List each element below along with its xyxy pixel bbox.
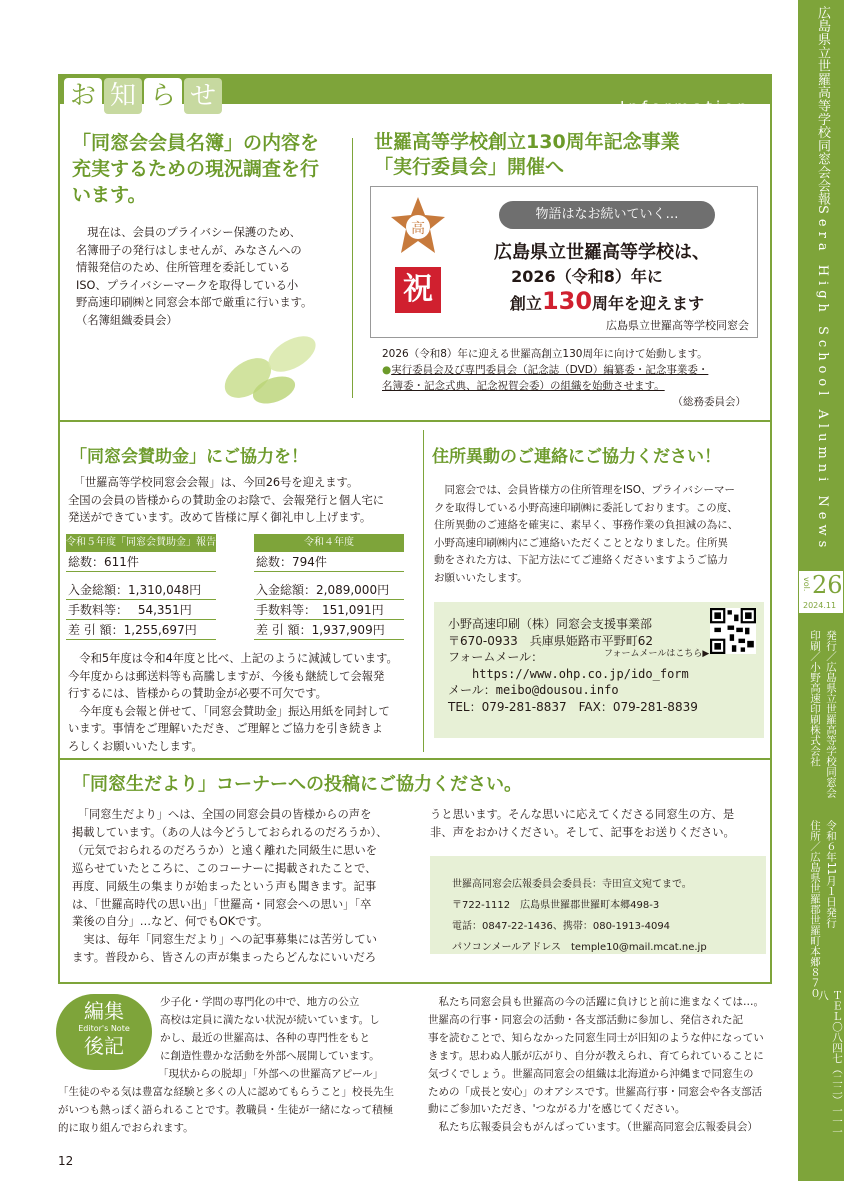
newsletter-title-en: Sera High School Alumni News (815, 205, 830, 553)
column-divider (423, 430, 424, 752)
body-line: 実は、毎年「同窓生だより」への記事募集には苦労してい (72, 933, 378, 947)
body-line: クを取得している小野高速印刷㈱に委託しております。この度、 (434, 501, 738, 514)
corner-body-left (72, 806, 408, 967)
body-line: 動にご参加いただき、'つながる力'を感じてください。 (428, 1103, 686, 1116)
banner-text: 創立 (509, 294, 542, 313)
report-row: 差 引 額：1,255,697円 (66, 620, 216, 640)
volume-label: vol. (802, 577, 811, 592)
banner-line: 広島県立世羅高等学校は、 (494, 242, 710, 263)
body-line (382, 362, 772, 378)
body-line: かし、最近の世羅高は、各种の専門性をもと (160, 1031, 370, 1044)
qr-label: フォームメールはこちら▶ (604, 649, 710, 659)
body-line: 名簿委・記念式典、記念祝賀会委）の組織を始動させます。 (382, 380, 665, 392)
column-divider (352, 138, 353, 398)
editors-note-badge (56, 994, 152, 1070)
body-line: ISO、プライバシーマークを取得している小 (76, 278, 299, 292)
badge-text: 後記 (84, 1034, 124, 1058)
body-line: 今年度も会報と併せて、「同窓会賛助金」振込用紙を同封して (68, 704, 390, 718)
body-line: 全国の会員の皆様からの賛助金のお陰で、会報発行と個人宅に (68, 493, 385, 507)
article1-title (72, 130, 342, 208)
banner-signature: 広島県立世羅高等学校同窓会 (606, 319, 749, 332)
badge-text-en: Editor's Note (78, 1024, 130, 1033)
corner-body-right (430, 806, 766, 842)
body-line: 動をされた方は、下記方法にてご連絡くださいますようご協力 (434, 554, 728, 566)
anniversary-banner (370, 186, 758, 338)
body-line: 私たち広報委員会もがんばっています。（世羅高同窓会広報委員会） (428, 1121, 758, 1134)
editors-note-text (160, 994, 410, 1066)
body-line: （元気でおられるのだろうか）と遠く離れた同級生に思いを (72, 843, 378, 857)
contact-line: TEL：079-281-8837 FAX：079-281-8839 (448, 699, 698, 714)
body-line: 気づくでしょう。世羅高同窓会の組織は北海道から沖縄まで同窓生の (428, 1067, 754, 1080)
body-text: 実行委員会及び専門委員会（記念誌（DVD）編纂委・記念事業委・ (391, 364, 709, 376)
body-line: （総務委員会） (672, 396, 746, 408)
report-header: 令和５年度「同窓会賛助金」報告 (66, 534, 216, 552)
body-line: 「現状からの脱却」「外部への世羅高アピール」 (158, 1068, 384, 1080)
body-line: 掲載しています。（あの人は今どうしておられるのだろうか）、 (72, 825, 388, 839)
body-line: 世羅高の行事・同窓会の活動・各支部活動に参加し、発信された記 (428, 1013, 743, 1026)
contact-line: フォームメール： (448, 650, 544, 665)
body-line: は、「世羅高時代の思い出」「世羅高・同窓会への思い」「卒 (72, 897, 372, 911)
report-header: 令和４年度 (254, 534, 404, 552)
banner-line (457, 287, 757, 318)
title-line: 「実行委員会」開催へ (374, 156, 565, 178)
article1-body (76, 224, 344, 329)
printer-line: 印刷／小野高速印刷株式会社 (809, 630, 821, 767)
qr-code-icon[interactable] (710, 608, 756, 654)
body-line: 業後の自分」…など、何でもOKです。 (72, 915, 269, 929)
body-line: 「生徒のやる気は豊富な経験と多くの人に認めてもらうこと」校長先生 (58, 1085, 394, 1098)
page-number: 12 (58, 1154, 74, 1168)
body-line: お願いいたします。 (434, 571, 528, 584)
email-link[interactable]: メール：meibo@dousou.info (448, 683, 619, 698)
crest-letter: 高 (411, 221, 425, 237)
tagline-pill: 物語はなお続いていく… (499, 201, 715, 229)
address-change-title: 住所異動のご連絡にご協力ください！ (432, 447, 721, 467)
report-row: 入金総額：1,310,048円 (66, 580, 216, 600)
contact-box (434, 602, 764, 738)
banner-line: 2026（令和8）年に (511, 267, 663, 286)
body-line: ろしくお願いいたします。 (68, 739, 203, 753)
oshirase-heading (64, 78, 222, 114)
title-line: 世羅高等学校創立130周年記念事業 (374, 131, 680, 153)
body-line: 再度、同級生の集まりが始まったという声も聞きます。記事 (72, 879, 377, 893)
body-line: がいつも熱っぽく語られることです。教職員・生徒が一緒になって積極 (58, 1103, 394, 1116)
body-line: 「世羅高等学校同窓会会報」は、今回26号を迎えます。 (68, 476, 359, 489)
publisher-info (798, 620, 844, 1140)
school-crest-icon (389, 195, 447, 259)
volume-badge (798, 570, 844, 614)
body-line: に創造性豊かな活動を外部へ展開しています。 (160, 1049, 380, 1062)
body-line: 巡らせていたところに、このコーナーに掲載されたことで、 (72, 861, 377, 875)
heading-char: せ (184, 78, 222, 114)
body-line: 発送ができています。改めて皆様に厚く御礼申し上げます。 (68, 511, 372, 524)
banner-text: 周年を迎えます (592, 294, 705, 313)
body-line: 情報発信のため、住所管理を委託している (76, 261, 291, 274)
body-line: 現在は、会員のプライバシー保護のため、 (76, 226, 301, 239)
article2-title (374, 130, 754, 180)
body-line: 高校は定員に満たない状況が続いています。し (160, 1013, 380, 1026)
report-row: 入金総額：2,089,000円 (254, 580, 404, 600)
body-line: 事を読むことで、知らなかった同窓生同士が旧知のような仲になってい (428, 1031, 764, 1044)
volume-number: 26 (812, 571, 843, 599)
report-row: 差 引 額：1,937,909円 (254, 620, 404, 640)
email-link[interactable]: パソコンメールアドレス temple10@mail.mcat.ne.jp (452, 942, 707, 953)
title-line: 充実するための現況調査を行 (72, 158, 320, 180)
heading-char: ら (144, 78, 182, 114)
report-row: 総数：794件 (254, 552, 404, 572)
body-line: ための「成長と安心」のオアシスです。世羅高行事・同窓会や各支部活 (428, 1085, 763, 1098)
body-line: 令和5年度は令和4年度と比べ、上記のように減減しています。 (68, 652, 398, 665)
information-label: Information (620, 98, 751, 116)
corner-contact-box (430, 856, 766, 954)
body-line: 小野高速印刷㈱内にご連絡いただくこととなりました。住所異 (434, 536, 728, 549)
editors-note-text (58, 1066, 410, 1138)
body-line: 的に取り組んでおられます。 (58, 1121, 194, 1134)
body-line: 2026（令和8）年に迎える世羅高創立130周年に向けて始動します。 (382, 348, 708, 360)
report-row (66, 572, 216, 580)
body-line: 行するには、皆様からの賛助金が必要不可欠です。 (68, 687, 327, 700)
body-line: 今年度からは郵送料等も高騰しますが、今後も継続して会報発 (68, 669, 385, 683)
donation-body (68, 650, 414, 755)
contact-line: 世羅高同窓会広報委員会委員長：寺田宣文宛てまで。 (452, 879, 692, 890)
contact-line: 〒670-0933 兵庫県姫路市平野町62 (448, 633, 654, 648)
body-line: 少子化・学問の専門化の中で、地方の公立 (160, 996, 360, 1008)
report-r4 (254, 534, 404, 640)
title-line: 「同窓会会員名簿」の内容を (72, 132, 320, 154)
bullet-icon: ● (382, 364, 392, 376)
body-line: 非、声をおかけください。そして、記事をお送りください。 (430, 825, 735, 839)
report-row (254, 572, 404, 580)
tel-line: ＴＥＬ〇八四七（二二）一一一八 (817, 990, 843, 1137)
newsletter-title-jp: 広島県立世羅高等学校同窓会会報 (815, 6, 830, 206)
badge-text: 編集 (84, 999, 124, 1023)
donation-title: 「同窓会賛助金」にご協力を！ (70, 447, 308, 467)
contact-line: 〒722-1112 広島県世羅郡世羅町本郷498-3 (452, 900, 660, 911)
editors-note-text-right (428, 994, 774, 1137)
report-row: 手数料等： 54,351円 (66, 600, 216, 620)
body-line: 住所異動のご連絡を確実に、素早く、事務作業の負担減の為に、 (434, 519, 739, 531)
body-line: 野高速印刷㈱と同窓会本部で厳重に行います。 (76, 296, 313, 309)
report-row: 総数：611件 (66, 552, 216, 572)
body-line: きます。思わぬ人脈が広がり、自分が教えられ、育てられていることに (428, 1049, 764, 1062)
donation-intro (68, 474, 414, 527)
volume-date: 2024.11 (803, 601, 837, 610)
masthead-sidebar (798, 0, 844, 1181)
leaf-illustration (214, 320, 334, 410)
title-line: います。 (72, 184, 147, 206)
heading-char: お (64, 78, 102, 114)
anniversary-number: 130 (541, 287, 593, 315)
body-line: 私たち同窓会員も世羅高の今の活躍に負けじと前に進まなくては…。 (428, 996, 764, 1008)
body-line: 「同窓生だより」へは、全国の同窓会員の皆様からの声を (72, 808, 372, 821)
issue-date-line: 令和６年11月１日発行 (825, 820, 837, 928)
form-url-link[interactable]: https://www.ohp.co.jp/ido_form (448, 666, 689, 681)
report-row: 手数料等： 151,091円 (254, 600, 404, 620)
article2-body (382, 346, 772, 410)
publisher-line: 発行／広島県立世羅高等学校同窓会 (825, 630, 837, 798)
body-line: 同窓会では、会員皆様方の住所管理をISO、プライバシーマー (434, 484, 736, 496)
body-line: （名簿組織委員会） (76, 313, 178, 327)
heading-char: 知 (104, 78, 142, 114)
body-line: 名簿冊子の発行はしませんが、みなさんへの (76, 243, 302, 257)
address-change-body (434, 482, 764, 587)
contact-line: 小野高速印刷（株）同窓会支援事業部 (448, 617, 653, 631)
contact-line: 電話：0847-22-1436、携帯：080-1913-4094 (452, 921, 671, 932)
body-line: います。事情をご理解いただき、ご理解とご協力を引き続きよ (68, 722, 383, 735)
body-line: ます。普段から、皆さんの声が集まったらどんなにいいだろ (72, 951, 377, 965)
body-line: うと思います。そんな思いに応えてくださる同窓生の方、是 (430, 808, 735, 821)
report-r5 (66, 534, 216, 640)
address-line: 住所／広島県世羅郡世羅町本郷８７０ (809, 820, 821, 999)
corner-title: 「同窓生だより」コーナーへの投稿にご協力ください。 (72, 774, 522, 795)
celebration-mark: 祝 (395, 267, 441, 313)
